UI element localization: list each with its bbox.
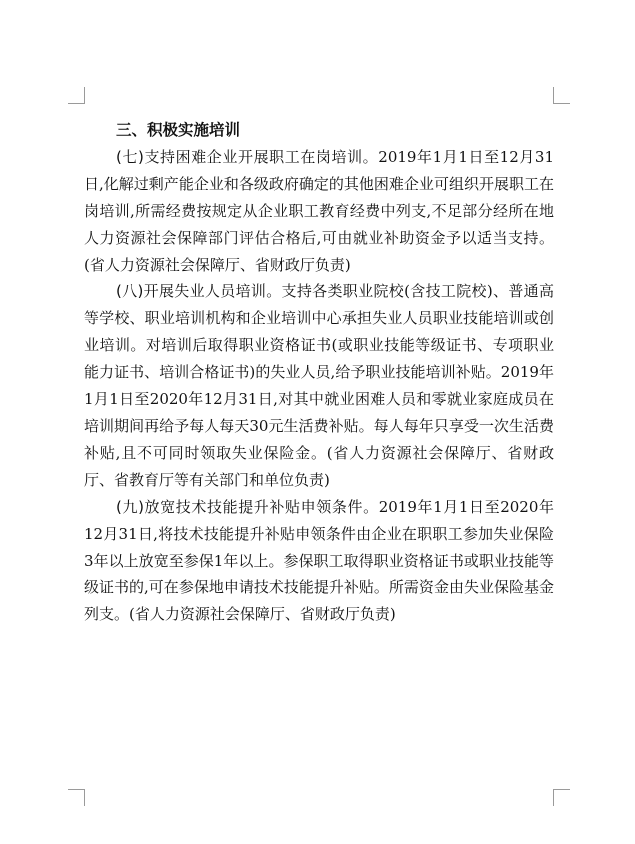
paragraph-body: 支持各类职业院校(含技工院校)、普通高等学校、职业培训机构和企业培训中心承担失业人员职业技能培训或创业培训。对培训后取得职业资格证书(或职业技能等级证书、专项职业能力证书、培训合格证书)的失业人员,给予职业技能培训补贴。2019年1月1日至2020年12月31日,对其中就业困难人员和零就业家庭成员在培训期间再给予每人每天30元生活费补贴。每人每年只享受一次生活费补贴,且不可同时领取失业保险金。(省人力资源社会保障厅、省财政厅、省教育厅等有关部门和单位负责) xyxy=(84,282,554,489)
paragraph-body: 2019年1月1日至2020年12月31日,将技术技能提升补贴申领条件由企业在职职工参加失业保险3年以上放宽至参保1年以上。参保职工取得职业资格证书或职业技能等级证书的,可在参保地申请技术技能提升补贴。所需资金由失业保险基金列支。(省人力资源社会保障厅、省财政厅负责) xyxy=(84,497,554,624)
crop-mark-top-left xyxy=(68,87,85,104)
paragraph-lead: (七)支持困难企业开展职工在岗培训。 xyxy=(116,147,379,166)
crop-mark-top-right xyxy=(553,87,570,104)
paragraph-body: 2019年1月1日至12月31日,化解过剩产能企业和各级政府确定的其他困难企业可组织开展职工在岗培训,所需经费按规定从企业职工教育经费中列支,不足部分经所在地人力资源社会保障部门评估合格后,可由就业补助资金予以适当支持。(省人力资源社会保障厅、省财政厅负责) xyxy=(84,147,554,274)
paragraph-lead: (八)开展失业人员培训。 xyxy=(116,282,282,301)
crop-mark-bottom-right xyxy=(553,789,570,806)
crop-mark-bottom-left xyxy=(68,789,85,806)
section-heading: 三、积极实施培训 xyxy=(116,121,241,139)
paragraph-item-9 xyxy=(84,494,554,629)
paragraph-item-7 xyxy=(84,144,554,279)
document-body xyxy=(84,117,554,628)
paragraph-item-8 xyxy=(84,278,554,493)
paragraph-lead: (九)放宽技术技能提升补贴申领条件。 xyxy=(116,497,379,516)
